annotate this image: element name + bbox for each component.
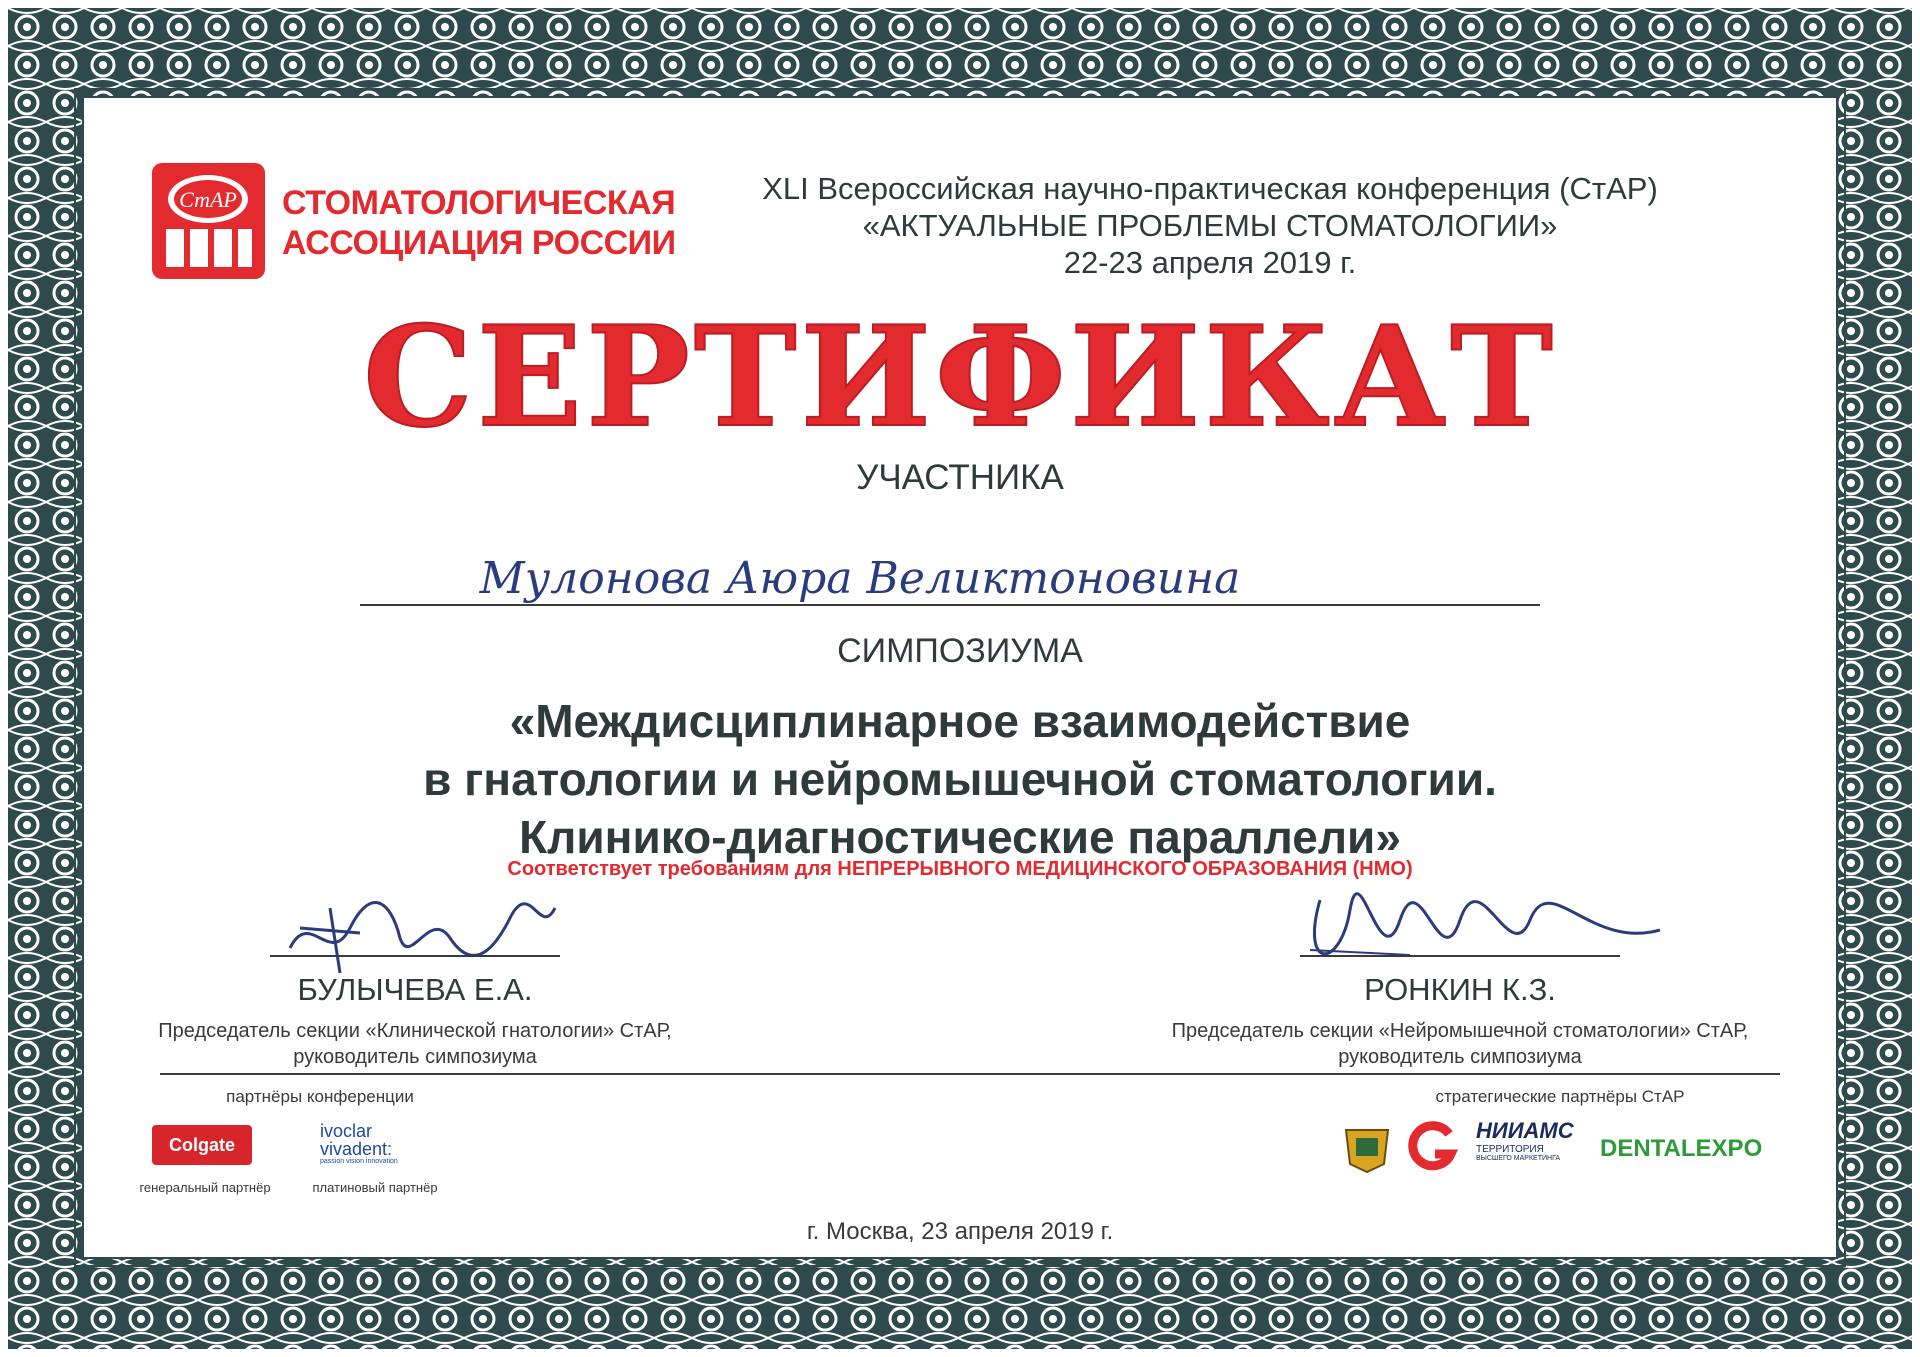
colgate-role: генеральный партнёр: [139, 1180, 271, 1195]
niiams-sub2: ВЫСШЕГО МАРКЕТИНГА: [1476, 1155, 1561, 1162]
left-role-line2: руководитель симпозиума: [293, 1046, 537, 1068]
symposium-topic: [220, 692, 1700, 866]
conference-partners-label: партнёры конференции: [226, 1087, 414, 1106]
left-signer-role: [100, 1018, 730, 1070]
dentalexpo-logo: DENTALEXPO: [1600, 1135, 1763, 1162]
city-date: г. Москва, 23 апреля 2019 г.: [806, 1218, 1114, 1245]
niiams-sub1: ТЕРРИТОРИЯ: [1476, 1144, 1544, 1155]
org-name-line2: АССОЦИАЦИЯ РОССИИ: [282, 224, 676, 262]
colgate-logo: Colgate: [152, 1125, 252, 1165]
nmo-emphasis: НЕПРЕРЫВНОГО МЕДИЦИНСКОГО ОБРАЗОВАНИЯ (НМО): [837, 858, 1413, 880]
participant-name: Мулонова Аюра Великтоновина: [479, 553, 1241, 604]
right-signature-line: [1300, 955, 1620, 957]
certificate-title-text: СЕРТИФИКАТ: [363, 300, 1557, 450]
left-signer-name: БУЛЫЧЕВА Е.А.: [297, 972, 533, 1007]
certificate-subtitle: УЧАСТНИКА: [856, 458, 1064, 497]
left-signature-scribble: [270, 888, 570, 978]
red-g-icon: [1405, 1120, 1459, 1174]
emblem-icon: [1340, 1120, 1394, 1174]
partners-divider: [160, 1073, 1780, 1075]
name-underline: [360, 604, 1540, 606]
org-name: [282, 183, 682, 263]
logo-abbr: СтАР: [179, 187, 237, 212]
right-role-line2: руководитель симпозиума: [1338, 1046, 1582, 1068]
topic-line3: Клинико-диагностические параллели»: [519, 811, 1401, 863]
topic-line1: «Междисциплинарное взаимодействие: [509, 695, 1411, 747]
ivoclar-name: ivoclar: [320, 1121, 373, 1141]
conference-dates: 22-23 апреля 2019 г.: [1063, 245, 1357, 280]
certificate-title: [300, 300, 1620, 450]
nmo-note: [300, 858, 1620, 881]
ivoclar-tagline: passion vision innovation: [320, 1158, 398, 1165]
niiams-logo: [1476, 1118, 1586, 1162]
left-signature-line: [270, 955, 560, 957]
ivoclar-logo: [320, 1122, 430, 1165]
ivoclar-role: платиновый партнёр: [312, 1180, 438, 1195]
strategic-partners-label: стратегические партнёры СтАР: [1435, 1087, 1685, 1106]
nmo-prefix: Соответствует требованиям для: [507, 858, 838, 880]
vivadent-name: vivadent:: [320, 1139, 393, 1159]
right-signer-name: РОНКИН К.З.: [1364, 972, 1556, 1007]
topic-line2: в гнатологии и нейромышечной стоматологии.: [423, 753, 1497, 805]
conference-title: XLI Всероссийская научно-практическая конференция (СтАР): [762, 171, 1658, 206]
right-signer-role: [1150, 1018, 1770, 1070]
right-role-line1: Председатель секции «Нейромышечной стоматологии» СтАР,: [1171, 1020, 1749, 1042]
star-logo: [152, 163, 265, 279]
left-role-line1: Председатель секции «Клинической гнатологии» СтАР,: [158, 1020, 672, 1042]
conference-info: [640, 170, 1780, 281]
org-name-line1: СТОМАТОЛОГИЧЕСКАЯ: [282, 184, 676, 222]
symposium-label: СИМПОЗИУМА: [837, 632, 1083, 670]
conference-name: «АКТУАЛЬНЫЕ ПРОБЛЕМЫ СТОМАТОЛОГИИ»: [862, 208, 1558, 243]
niiams-name: НИИАМС: [1476, 1118, 1574, 1143]
